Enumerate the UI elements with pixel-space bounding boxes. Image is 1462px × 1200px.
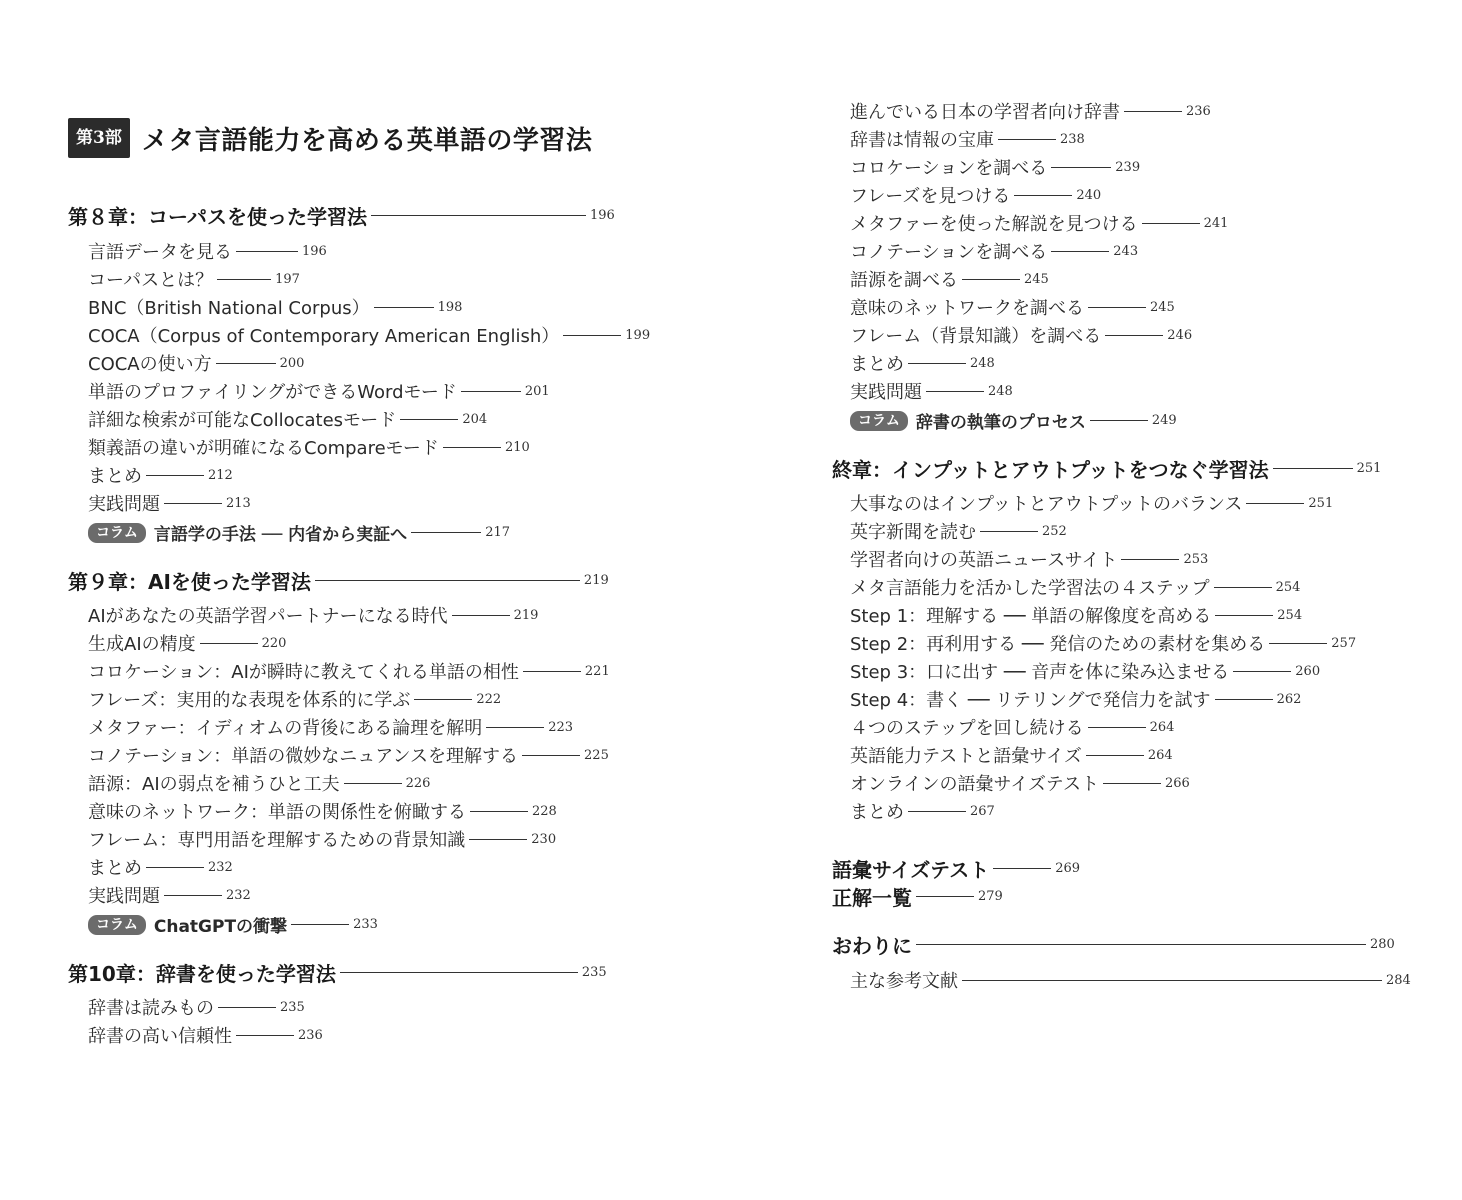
page-number: 257 [1331, 635, 1357, 651]
toc-chapter-entry [832, 854, 1080, 883]
leader-line [993, 868, 1051, 869]
toc-section-entry [88, 826, 556, 852]
toc-entry-title: 言語学の手法 ── 内省から実証へ [153, 525, 408, 545]
leader-line [340, 972, 578, 973]
leader-line [1090, 420, 1148, 421]
leader-line [470, 811, 528, 812]
toc-entry-title: おわりに [832, 934, 912, 958]
toc-entry-title: コロケーションを調べる [850, 158, 1048, 179]
toc-section-entry [850, 294, 1175, 320]
toc-section-entry [850, 350, 995, 376]
toc-section-entry [88, 630, 286, 656]
toc-entry-title: 大事なのはインプットとアウトプットのバランス [850, 494, 1243, 515]
toc-entry-title: フレーズを見つける [850, 186, 1011, 207]
toc-entry-title: 意味のネットワーク：単語の関係性を俯瞰する [88, 802, 466, 823]
toc-entry-title: ChatGPTの衝撃 [153, 917, 288, 937]
leader-line [908, 363, 966, 364]
page-number: 284 [1386, 972, 1411, 988]
leader-line [1215, 615, 1273, 616]
page-number: 213 [226, 495, 251, 511]
page-number: 212 [208, 467, 233, 483]
leader-line [1142, 223, 1200, 224]
page-number: 233 [353, 917, 378, 932]
leader-line [1273, 468, 1353, 469]
leader-line [1105, 335, 1163, 336]
leader-line [461, 391, 521, 392]
toc-section-entry [850, 967, 1411, 993]
leader-line [1051, 167, 1111, 168]
page-number: 280 [1370, 937, 1395, 952]
page-number: 220 [261, 635, 287, 651]
toc-entry-title: 実践問題 [850, 382, 922, 403]
toc-section-entry [850, 742, 1173, 768]
leader-line [236, 1035, 294, 1036]
leader-line [218, 1007, 276, 1008]
toc-section-entry [88, 854, 233, 880]
leader-line [236, 251, 298, 252]
leader-line [563, 335, 621, 336]
page-number: 196 [302, 243, 327, 259]
toc-section-entry [88, 266, 300, 292]
toc-chapter-entry [68, 566, 609, 595]
page-number: 245 [1150, 299, 1175, 315]
toc-entry-title: まとめ [850, 354, 904, 375]
page-number: 269 [1055, 861, 1081, 876]
leader-line [1014, 195, 1072, 196]
toc-entry-title: 進んでいる日本の学習者向け辞書 [850, 102, 1120, 123]
leader-line [486, 727, 544, 728]
page-number: 217 [485, 525, 511, 540]
leader-line [916, 944, 1366, 945]
leader-line [1246, 503, 1304, 504]
page-number: 236 [1186, 103, 1211, 119]
toc-entry-title: 英字新聞を読む [850, 522, 976, 543]
toc-section-entry [88, 602, 538, 628]
page-number: 228 [532, 803, 557, 819]
toc-section-entry [88, 322, 650, 348]
page-number: 239 [1115, 159, 1141, 175]
toc-entry-title: 辞書は情報の宝庫 [850, 130, 994, 151]
toc-section-entry [850, 490, 1333, 516]
page-number: 223 [548, 719, 574, 735]
toc-entry-title: メタファーを使った解説を見つける [850, 214, 1138, 235]
leader-line [414, 699, 472, 700]
page-number: 198 [437, 299, 463, 315]
page-number: 241 [1203, 215, 1229, 231]
toc-entry-title: フレーム：専門用語を理解するための背景知識 [88, 830, 466, 851]
page-number: 264 [1147, 747, 1173, 763]
toc-column-entry [850, 408, 1177, 433]
leader-line [344, 783, 402, 784]
page-number: 219 [583, 573, 609, 588]
toc-entry-title: コノテーション：単語の微妙なニュアンスを理解する [88, 746, 519, 767]
toc-entry-title: コロケーション：AIが瞬時に教えてくれる単語の相性 [88, 662, 519, 683]
page-number: 235 [280, 999, 305, 1015]
page-number: 204 [462, 411, 488, 427]
toc-section-entry [88, 658, 610, 684]
toc-section-entry [88, 462, 233, 488]
page-number: 238 [1060, 131, 1085, 147]
toc-entry-title: ４つのステップを回し続ける [850, 718, 1084, 739]
toc-section-entry [850, 714, 1174, 740]
leader-line [1215, 699, 1273, 700]
leader-line [980, 531, 1038, 532]
page-number: 267 [970, 803, 995, 819]
page-number: 197 [275, 271, 300, 287]
leader-line [523, 671, 581, 672]
page-number: 254 [1277, 607, 1303, 623]
part-header [68, 118, 592, 158]
page-number: 236 [298, 1027, 323, 1043]
toc-column-entry [88, 912, 378, 937]
toc-chapter-entry [68, 201, 615, 230]
leader-line [216, 363, 276, 364]
page-number: 246 [1167, 327, 1193, 343]
toc-section-entry [850, 378, 1013, 404]
toc-entry-title: 詳細な検索が可能なCollocatesモード [88, 410, 397, 431]
leader-line [315, 580, 580, 581]
toc-section-entry [850, 210, 1228, 236]
toc-section-entry [88, 294, 462, 320]
toc-section-entry [850, 154, 1140, 180]
toc-entry-title: 第８章：コーパスを使った学習法 [68, 205, 367, 229]
page-number: 251 [1356, 461, 1382, 476]
page-number: 221 [584, 663, 610, 679]
toc-section-entry [850, 574, 1300, 600]
toc-section-entry [88, 714, 573, 740]
toc-chapter-entry [832, 930, 1395, 959]
toc-entry-title: 実践問題 [88, 886, 160, 907]
leader-line [1121, 559, 1179, 560]
toc-entry-title: 主な参考文献 [850, 971, 958, 992]
page-number: 260 [1295, 663, 1321, 679]
toc-entry-title: 実践問題 [88, 494, 160, 515]
leader-line [1051, 251, 1109, 252]
page-number: 253 [1183, 551, 1209, 567]
toc-section-entry [88, 238, 327, 264]
leader-line [411, 532, 481, 533]
toc-section-entry [850, 238, 1138, 264]
column-badge: コラム [88, 915, 146, 935]
toc-entry-title: 語源を調べる [850, 270, 958, 291]
leader-line [146, 867, 204, 868]
leader-line [962, 279, 1020, 280]
toc-entry-title: 辞書は読みもの [88, 998, 214, 1019]
toc-section-entry [88, 490, 251, 516]
toc-chapter-entry [832, 882, 1003, 911]
page-number: 219 [513, 607, 539, 623]
toc-entry-title: 辞書の高い信頼性 [88, 1026, 232, 1047]
leader-line [1088, 307, 1146, 308]
toc-entry-title: COCA（Corpus of Contemporary American English） [88, 326, 560, 347]
leader-line [998, 139, 1056, 140]
toc-entry-title: 言語データを見る [88, 242, 232, 263]
leader-line [164, 895, 222, 896]
leader-line [1233, 671, 1291, 672]
toc-entry-title: Step 1：理解する ── 単語の解像度を高める [850, 606, 1212, 627]
toc-section-entry [850, 686, 1301, 712]
toc-entry-title: メタファー：イディオムの背後にある論理を解明 [88, 718, 483, 739]
leader-line [469, 839, 527, 840]
page-number: 248 [988, 383, 1013, 399]
toc-chapter-entry [68, 958, 607, 987]
leader-line [1124, 111, 1182, 112]
toc-entry-title: 類義語の違いが明確になるCompareモード [88, 438, 439, 459]
toc-section-entry [88, 798, 557, 824]
toc-section-entry [850, 266, 1049, 292]
page-number: 243 [1113, 243, 1139, 259]
toc-section-entry [88, 406, 487, 432]
toc-section-entry [88, 742, 609, 768]
page-number: 232 [208, 859, 233, 875]
toc-entry-title: フレーズ：実用的な表現を体系的に学ぶ [88, 690, 411, 711]
toc-entry-title: 第10章：辞書を使った学習法 [68, 962, 336, 986]
toc-entry-title: BNC（British National Corpus） [88, 298, 370, 319]
toc-entry-title: 生成AIの精度 [88, 634, 196, 655]
page-number: 235 [581, 965, 607, 980]
toc-section-entry [850, 658, 1320, 684]
toc-entry-title: COCAの使い方 [88, 354, 212, 375]
leader-line [217, 279, 271, 280]
toc-section-entry [88, 770, 430, 796]
toc-entry-title: コノテーションを調べる [850, 242, 1048, 263]
toc-section-entry [850, 98, 1211, 124]
page-number: 249 [1151, 413, 1177, 428]
page-number: 232 [226, 887, 251, 903]
toc-entry-title: まとめ [850, 802, 904, 823]
leader-line [962, 980, 1382, 981]
page-number: 199 [625, 327, 651, 343]
toc-section-entry [88, 686, 501, 712]
toc-section-entry [88, 378, 550, 404]
leader-line [1214, 587, 1272, 588]
page-number: 251 [1308, 495, 1334, 511]
toc-entry-title: 辞書の執筆のプロセス [915, 413, 1086, 433]
leader-line [1088, 727, 1146, 728]
leader-line [908, 811, 966, 812]
toc-section-entry [850, 546, 1208, 572]
page-number: 252 [1042, 523, 1067, 539]
toc-section-entry [88, 994, 305, 1020]
page-number: 279 [978, 889, 1003, 904]
toc-entry-title: Step 3：口に出す ── 音声を体に染み込ませる [850, 662, 1230, 683]
leader-line [452, 615, 510, 616]
toc-section-entry [850, 798, 995, 824]
leader-line [522, 755, 580, 756]
leader-line [400, 419, 458, 420]
toc-entry-title: オンラインの語彙サイズテスト [850, 774, 1099, 795]
toc-entry-title: メタ言語能力を活かした学習法の４ステップ [850, 578, 1210, 599]
toc-entry-title: 第９章：AIを使った学習法 [68, 570, 311, 594]
toc-entry-title: 語源：AIの弱点を補うひと工夫 [88, 774, 340, 795]
toc-entry-title: 正解一覧 [832, 886, 912, 910]
leader-line [374, 307, 434, 308]
page-number: 226 [405, 775, 431, 791]
page-number: 245 [1024, 271, 1049, 287]
leader-line [371, 215, 586, 216]
leader-line [200, 643, 258, 644]
toc-section-entry [850, 770, 1190, 796]
page-number: 201 [524, 383, 550, 399]
toc-section-entry [850, 602, 1302, 628]
page-number: 225 [584, 747, 609, 763]
toc-section-entry [88, 1022, 323, 1048]
page-number: 200 [279, 355, 305, 371]
leader-line [1103, 783, 1161, 784]
toc-entry-title: 語彙サイズテスト [832, 858, 990, 882]
toc-section-entry [88, 350, 304, 376]
leader-line [291, 924, 349, 925]
toc-entry-title: AIがあなたの英語学習パートナーになる時代 [88, 606, 448, 627]
page-number: 222 [476, 691, 502, 707]
toc-section-entry [850, 182, 1101, 208]
toc-entry-title: まとめ [88, 466, 142, 487]
toc-section-entry [850, 322, 1192, 348]
toc-chapter-entry [832, 454, 1381, 483]
toc-section-entry [850, 630, 1356, 656]
toc-entry-title: 学習者向けの英語ニュースサイト [850, 550, 1118, 571]
toc-section-entry [850, 126, 1085, 152]
page-number: 248 [970, 355, 995, 371]
leader-line [146, 475, 204, 476]
toc-entry-title: まとめ [88, 858, 142, 879]
column-badge: コラム [850, 411, 908, 431]
page-number: 196 [590, 208, 615, 223]
leader-line [1086, 755, 1144, 756]
page-number: 262 [1276, 691, 1302, 707]
leader-line [926, 391, 984, 392]
leader-line [443, 447, 501, 448]
leader-line [1269, 643, 1327, 644]
page-number: 254 [1275, 579, 1301, 595]
page-number: 264 [1149, 719, 1175, 735]
toc-entry-title: Step 4：書く ── リテリングで発信力を試す [850, 690, 1211, 711]
toc-entry-title: コーパスとは？ [88, 270, 214, 291]
page-number: 210 [504, 439, 530, 455]
toc-section-entry [88, 434, 530, 460]
page-number: 240 [1076, 187, 1102, 203]
toc-section-entry [88, 882, 251, 908]
toc-entry-title: 意味のネットワークを調べる [850, 298, 1084, 319]
leader-line [916, 896, 974, 897]
part-title: メタ言語能力を高める英単語の学習法 [141, 125, 593, 156]
column-badge: コラム [88, 523, 146, 543]
page-number: 266 [1164, 775, 1190, 791]
toc-section-entry [850, 518, 1067, 544]
leader-line [164, 503, 222, 504]
toc-entry-title: 英語能力テストと語彙サイズ [850, 746, 1082, 767]
toc-column-entry [88, 520, 510, 545]
page-number: 230 [531, 831, 557, 847]
toc-entry-title: 単語のプロファイリングができるWordモード [88, 382, 457, 403]
toc-entry-title: Step 2：再利用する ── 発信のための素材を集める [850, 634, 1266, 655]
toc-entry-title: フレーム（背景知識）を調べる [850, 326, 1102, 347]
part-badge: 第3部 [68, 118, 130, 158]
toc-entry-title: 終章：インプットとアウトプットをつなぐ学習法 [832, 458, 1269, 482]
